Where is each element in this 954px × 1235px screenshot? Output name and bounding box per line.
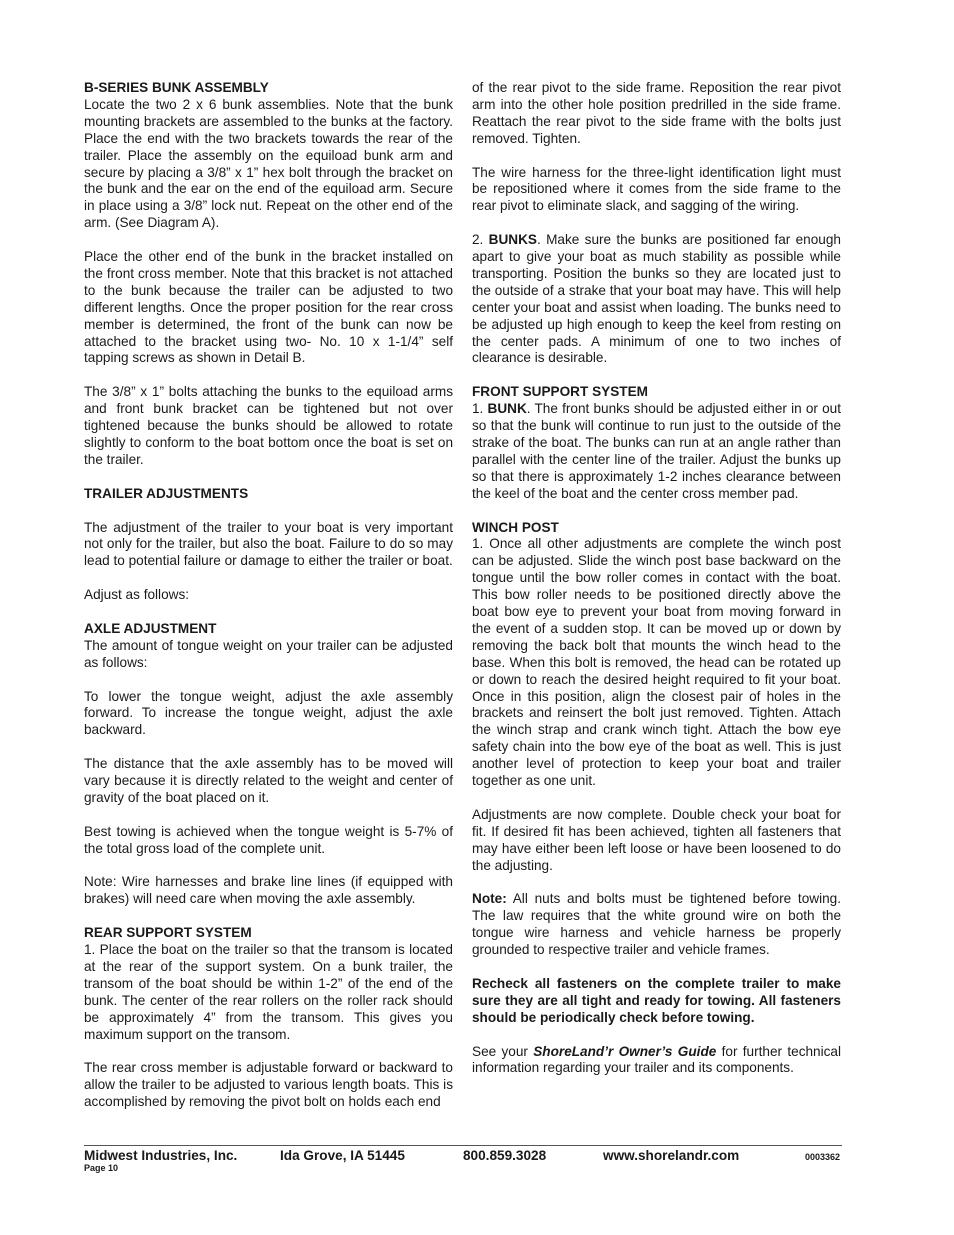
adjustments-complete-paragraph: Adjustments are now complete. Double check your boat for fit. If desired fit has been achieved, tighten all fasteners that may have either been left loose or have been loosened to do the adjusting.	[472, 806, 841, 873]
front-bunk-label: BUNK	[487, 401, 527, 417]
note-text: All nuts and bolts must be tightened before towing. The law requires that the white ground wire on both the tongue wire harness and vehicle harness be properly grounded to respective trailer and vehicle frames.	[472, 891, 841, 958]
bunks-number: 2.	[472, 232, 489, 248]
trailer-paragraph-2: Adjust as follows:	[84, 587, 190, 603]
axle-paragraph-1: The amount of tongue weight on your trailer can be adjusted as follows:	[84, 637, 453, 670]
axle-heading: AXLE ADJUSTMENT	[84, 620, 217, 636]
left-column	[84, 80, 453, 1111]
bunks-text: . Make sure the bunks are positioned far enough apart to give your boat as much stability as possible while transporting. Position the bunks so they are located just to the outside of a strake that your boat may have. This will help center your boat and assist when loading. The bunks need to be adjusted up high enough to keep the keel from resting on the center pads. A minimum of one to two inches of clearance is desirable.	[472, 232, 841, 366]
rear-support-section	[84, 925, 453, 1043]
footer-company: Midwest Industries, Inc.	[84, 1148, 238, 1163]
rear-continued-paragraph: of the rear pivot to the side frame. Reposition the rear pivot arm into the other hole position predrilled in the side frame. Reattach the rear pivot to the side frame with the bolts just removed. Tighten.	[472, 80, 841, 146]
note-label: Note:	[472, 891, 507, 907]
rear-paragraph-1: 1. Place the boat on the trailer so that the transom is located at the rear of the support system. On a bunk trailer, the transom of the boat should be within 1-2” of the end of the bunk. The center of the rear rollers on the roller rack should be approximately 4” from the transom. This gives you maximum support on the transom.	[84, 942, 453, 1042]
axle-section	[84, 621, 453, 672]
recheck-text: Recheck all fasteners on the complete trailer to make sure they are all tight and ready for towing. All fasteners should be periodically check before towing.	[472, 975, 841, 1025]
axle-paragraph-5: Note: Wire harnesses and brake line lines (if equipped with brakes) will need care when moving the axle assembly.	[84, 874, 453, 907]
rear-support-heading: REAR SUPPORT SYSTEM	[84, 925, 252, 941]
bseries-paragraph-2: Place the other end of the bunk in the bracket installed on the front cross member. Note that this bracket is not attached to the bunk because the trailer can be adjusted to two different lengths. Once the proper position for the rear cross member is determined, the front of the bunk can now be attached to the bracket using two- No. 10 x 1-1/4” self tapping screws as shown in Detail B.	[84, 249, 453, 366]
front-text: . The front bunks should be adjusted either in or out so that the bunk will continue to run just to the outside of the strake of the boat. The bunks can run at an angle rather than parallel with the center line of the trailer. Adjust the bunks up so that there is approximately 1-2 inches clearance between the keel of the boat and the center cross member pad.	[472, 401, 842, 501]
wire-harness-paragraph: The wire harness for the three-light identification light must be repositioned where it comes from the side frame to the rear pivot to eliminate slack, and sagging of the wiring.	[472, 164, 841, 214]
bseries-heading: B-SERIES BUNK ASSEMBLY	[84, 80, 269, 95]
owners-guide-paragraph	[472, 1044, 841, 1078]
right-column	[472, 80, 841, 1077]
bseries-paragraph-3: The 3/8” x 1” bolts attaching the bunks to the equiload arms and front bunk bracket can be tightened but not over tightened because the bunks should be allowed to rotate slightly to conform to the boat bottom once the boat is set on the trailer.	[84, 384, 453, 467]
owners-guide-title: ShoreLand’r Owner’s Guide	[533, 1043, 717, 1059]
footer-city: Ida Grove, IA 51445	[280, 1148, 405, 1163]
bseries-section	[84, 80, 453, 232]
rear-paragraph-2: The rear cross member is adjustable forward or backward to allow the trailer to be adjusted to various length boats. This is accomplished by removing the pivot bolt on holds each end	[84, 1060, 453, 1110]
footer-divider	[84, 1145, 842, 1146]
trailer-adjustments-heading: TRAILER ADJUSTMENTS	[84, 485, 249, 501]
winch-post-paragraph: 1. Once all other adjustments are complete the winch post can be adjusted. Slide the winch post base backward on the tongue until the bow roller comes in contact with the boat. This bow roller needs to be positioned directly above the boat bow eye to prevent your boat from moving forward in the event of a sudden stop. It can be moved up or down by removing the back bolt that mounts the winch head to the base. When this bolt is removed, the head can be rotated up or down to reach the desired height required to fit your boat. Once in this position, align the closest pair of holes in the brackets and reinsert the bolt just removed. Tighten. Attach the winch strap and crank winch tight. Attach the bow eye safety chain into the bow eye of the boat as well. This is just another level of protection to keep your boat and trailer together as one unit.	[472, 536, 841, 789]
bunks-label: BUNKS	[488, 232, 537, 248]
winch-post-section	[472, 520, 841, 791]
axle-paragraph-3: The distance that the axle assembly has to be moved will vary because it is directly related to the weight and center of gravity of the boat placed on it.	[84, 756, 453, 805]
page-number: Page 10	[84, 1163, 119, 1173]
front-support-heading: FRONT SUPPORT SYSTEM	[472, 384, 648, 400]
axle-paragraph-4: Best towing is achieved when the tongue weight is 5-7% of the total gross load of the complete unit.	[84, 823, 453, 856]
axle-paragraph-2: To lower the tongue weight, adjust the axle assembly forward. To increase the tongue weight, adjust the axle backward.	[84, 688, 453, 738]
trailer-paragraph-1: The adjustment of the trailer to your boat is very important not only for the trailer, but also the boat. Failure to do so may lead to potential failure or damage to either the trailer or boat.	[84, 519, 453, 569]
winch-post-heading: WINCH POST	[472, 519, 559, 535]
footer-phone: 800.859.3028	[463, 1148, 547, 1163]
see-your-text: See your	[472, 1043, 534, 1059]
footer-website: www.shorelandr.com	[603, 1148, 740, 1163]
bseries-paragraph-1: Locate the two 2 x 6 bunk assemblies. Note that the bunk mounting brackets are assembled to the bunks at the factory. Place the end with the two brackets towards the rear of the trailer. Place the assembly on the equiload bunk arm and secure by placing a 3/8” x 1” hex bolt through the bracket on the bunk and the ear on the end of the equiload arm. Secure in place using a 3/8” lock nut. Repeat on the other end of the arm. (See Diagram A).	[84, 96, 453, 231]
further-info-text: for further technical information regarding your trailer and its components.	[472, 1043, 842, 1076]
footer-doc-number: 0003362	[805, 1152, 841, 1162]
recheck-paragraph	[472, 976, 841, 1027]
front-support-section	[472, 384, 841, 502]
front-number: 1.	[472, 401, 488, 417]
bunks-paragraph	[472, 232, 841, 367]
note-paragraph	[472, 891, 841, 959]
